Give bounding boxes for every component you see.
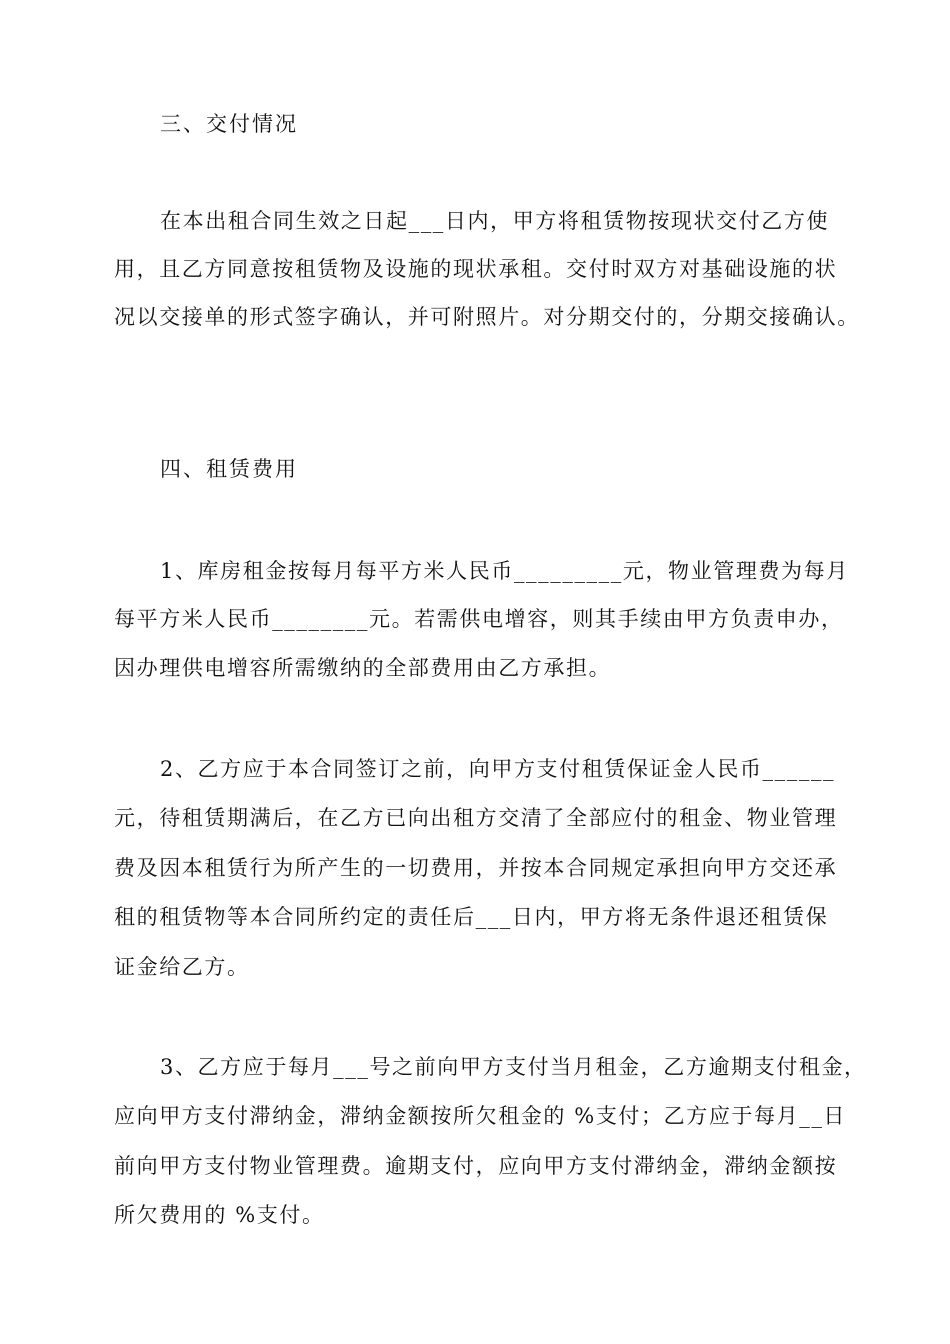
- paragraph-line: 所欠费用的 %支付。: [114, 1203, 325, 1227]
- paragraph-line: 况以交接单的形式签字确认，并可附照片。对分期交付的，分期交接确认。: [114, 305, 860, 329]
- section-heading-delivery: 三、交付情况: [160, 112, 298, 136]
- paragraph-line: 3、乙方应于每月___号之前向甲方支付当月租金，乙方逾期支付租金，: [160, 1055, 867, 1079]
- paragraph-line: 因办理供电增容所需缴纳的全部费用由乙方承担。: [114, 656, 612, 680]
- paragraph-line: 每平方米人民币________元。若需供电增容，则其手续由甲方负责申办，: [114, 607, 844, 631]
- paragraph-line: 应向甲方支付滞纳金，滞纳金额按所欠租金的 %支付；乙方应于每月__日: [114, 1104, 847, 1128]
- section-heading-fees: 四、租赁费用: [160, 457, 298, 481]
- paragraph-line: 元，待租赁期满后，在乙方已向出租方交清了全部应付的租金、物业管理: [114, 806, 838, 830]
- paragraph-line: 1、库房租金按每月每平方米人民币_________元，物业管理费为每月: [160, 559, 849, 583]
- paragraph-line: 费及因本租赁行为所产生的一切费用，并按本合同规定承担向甲方交还承: [114, 856, 838, 880]
- paragraph-line: 2、乙方应于本合同签订之前，向甲方支付租赁保证金人民币______: [160, 757, 836, 781]
- paragraph-line: 租的租赁物等本合同所约定的责任后___日内，甲方将无条件退还租赁保: [114, 905, 829, 929]
- paragraph-line: 前向甲方支付物业管理费。逾期支付，应向甲方支付滞纳金，滞纳金额按: [114, 1154, 838, 1178]
- paragraph-line: 证金给乙方。: [114, 955, 250, 979]
- paragraph-line: 用，且乙方同意按租赁物及设施的现状承租。交付时双方对基础设施的状: [114, 257, 838, 281]
- paragraph-line: 在本出租合同生效之日起___日内，甲方将租赁物按现状交付乙方使: [160, 209, 830, 233]
